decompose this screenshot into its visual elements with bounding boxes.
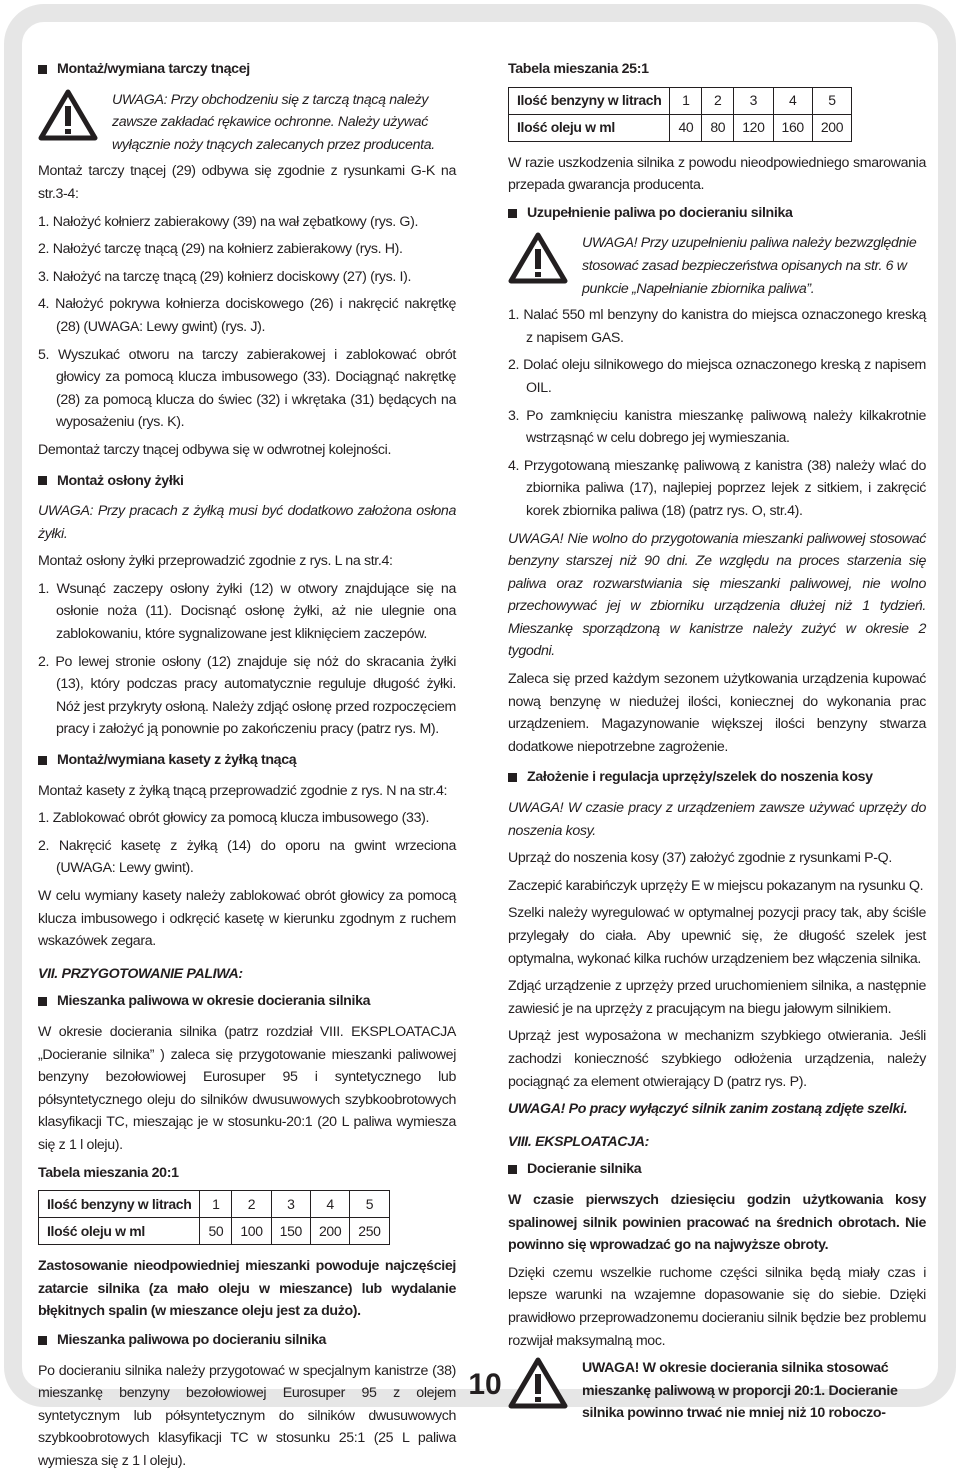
paragraph: Montaż osłony żyłki przeprowadzić zgodnie z rys. L na str.4:	[38, 553, 393, 570]
table-cell: 200	[812, 114, 851, 141]
paragraph: Zastosowanie nieodpowiedniej mieszanki powoduje najczęściej zatarcie silnika (za mało oleju w mieszance) lub wydalanie błękitnych spalin (w mieszance oleju jest za dużo).	[38, 1258, 456, 1320]
warning-triangle-icon	[38, 89, 98, 141]
table-cell: 3	[271, 1191, 310, 1218]
table-cell: Ilość oleju w ml	[39, 1218, 200, 1245]
list-item: 2. Dolać oleju silnikowego do miejsca oznaczonego kreską z napisem OIL.	[508, 357, 926, 396]
warning-text: UWAGA! Po pracy wyłączyć silnik zanim zostaną zdjęte szelki.	[508, 1101, 908, 1118]
mix-table-20-1	[38, 1190, 390, 1245]
table-cell: 120	[734, 114, 773, 141]
paragraph: W okresie docierania silnika (patrz rozdział VIII. EKSPLOATACJA „Docieranie silnika” ) zaleca się przygotowanie mieszanki paliwowej benzyny bezołowiowej Eurosuper 95 i syntetycznego lub półsyntetycznego oleju do silników dwusuwowych szybkoobrotowych klasyfikacji TC, mieszając je w stosunku-20:1 (20 L paliwa wymiesza się z 1 l oleju).	[38, 1023, 456, 1153]
warning-text: UWAGA! Przy uzupełnieniu paliwa należy bezwzględnie stosować zasad bezpieczeństwa opisanych na str. 6 w punkcie „Napełnianie zbiornika paliwa”.	[582, 235, 917, 297]
table-cell: 2	[232, 1191, 271, 1218]
paragraph: Dzięki czemu wszelkie ruchome części silnika będą miały czas i lepsze warunki na wzajemne dopasowanie się do siebie. Dzięki prawidłowo przeprowadzonemu docieraniu silnik będzie bez problemu rozwijał maksymalną moc.	[508, 1264, 926, 1349]
table-cell: 40	[670, 114, 702, 141]
table-cell: Ilość benzyny w litrach	[39, 1191, 200, 1218]
section-heading: Mieszanka paliwowa w okresie docierania silnika	[38, 990, 456, 1013]
section-heading: Montaż osłony żyłki	[38, 470, 456, 493]
chapter-title: VII. PRZYGOTOWANIE PALIWA:	[38, 965, 243, 982]
paragraph: Demontaż tarczy tnącej odbywa się w odwrotnej kolejności.	[38, 441, 392, 458]
section-heading: Docieranie silnika	[508, 1158, 926, 1181]
section-heading: Mieszanka paliwowa po docieraniu silnika	[38, 1329, 456, 1352]
paragraph: W czasie pierwszych dziesięciu godzin użytkowania kosy spalinowej silnik powinien pracować na średnich obrotach. Nie powinno się wprowadzać go na najwyższe obroty.	[508, 1191, 926, 1254]
table-cell: 50	[200, 1218, 232, 1245]
list-item: 3. Nałożyć na tarczę tnącą (29) kołnierz dociskowy (27) (rys. I).	[38, 268, 412, 285]
warning-triangle-icon	[508, 1357, 568, 1409]
mix-table-25-1	[508, 87, 852, 142]
paragraph: Montaż tarczy tnącej (29) odbywa się zgodnie z rysunkami G-K na str.3-4:	[38, 163, 456, 202]
left-column	[38, 58, 456, 1477]
paragraph: Zaczepić karabińczyk uprzęży E w miejscu pokazanym na rysunku Q.	[508, 877, 924, 894]
table-cell: 150	[271, 1218, 310, 1245]
warning-text: UWAGA: Przy pracach z żyłką musi być dodatkowo założona osłona żyłki.	[38, 503, 456, 542]
paragraph: Po docieraniu silnika należy przygotować w specjalnym kanistrze (38) mieszankę benzyny bezołowiowej Eurosuper 95 z olejem syntetycznym lub półsyntetycznym do silników dwusuwowych szybkoobrotowych klasyfikacji TC w stosunku 25:1 (25 L paliwa wymiesza się z 1 l oleju).	[38, 1362, 456, 1469]
paragraph: Zdjąć urządzenie z uprzęży przed uruchomieniem silnika, a następnie zawiesić je na uprzęży z pracującym na biegu jałowym silnikiem.	[508, 978, 926, 1017]
section-heading: Założenie i regulacja uprzęży/szelek do noszenia kosy	[508, 766, 926, 789]
table-cell: 3	[734, 87, 773, 114]
list-item: 2. Po lewej stronie osłony (12) znajduje się nóż do skracania żyłki (13), który podczas pracy automatycznie reguluje długość żyłki. Nóż jest przykryty osłoną. Należy zdjąć osłonę przed rozpoczęciem pracy i założyć ją ponownie po zakończeniu pracy (patrz rys. M).	[38, 653, 456, 738]
table-title: Tabela mieszania 20:1	[38, 1164, 179, 1181]
warning-block	[508, 232, 926, 300]
list-item: 1. Nalać 550 ml benzyny do kanistra do miejsca oznaczonego kreską z napisem GAS.	[508, 307, 926, 346]
list-item: 4. Nałożyć pokrywa kołnierza dociskowego (26) i nakręcić nakrętkę (28) (UWAGA: Lewy gwint) (rys. J).	[38, 296, 456, 335]
table-cell: 160	[773, 114, 812, 141]
table-cell: 250	[350, 1218, 389, 1245]
warning-block	[38, 89, 456, 157]
list-item: 1. Zablokować obrót głowicy za pomocą klucza imbusowego (33).	[38, 810, 430, 827]
table-cell: Ilość benzyny w litrach	[509, 87, 670, 114]
table-row	[39, 1218, 390, 1245]
page-number: 10	[468, 1368, 502, 1401]
warning-triangle-icon	[508, 232, 568, 284]
table-title: Tabela mieszania 25:1	[508, 61, 649, 77]
table-row	[509, 87, 852, 114]
warning-text: UWAGA! W czasie pracy z urządzeniem zawsze używać uprzęży do noszenia kosy.	[508, 800, 926, 839]
list-item: 1. Wsunąć zaczepy osłony żyłki (12) w otwory znajdujące się na osłonie noża (11). Docisnąć osłonę żyłki, aż nie ulegnie ona zablokowaniu, które sygnalizowane jest kliknięciem zaczepów.	[38, 580, 456, 643]
right-column	[508, 58, 926, 1429]
table-cell: 1	[200, 1191, 232, 1218]
paragraph: W razie uszkodzenia silnika z powodu nieodpowiedniego smarowania przepada gwarancja producenta.	[508, 154, 926, 194]
chapter-title: VIII. EKSPLOATACJA:	[508, 1133, 650, 1150]
list-item: 2. Nałożyć tarczę tnącą (29) na kołnierz zabierakowy (rys. H).	[38, 241, 403, 258]
section-heading: Montaż/wymiana kasety z żyłką tnącą	[38, 749, 456, 772]
table-cell: 2	[702, 87, 734, 114]
table-row	[39, 1191, 390, 1218]
section-heading: Uzupełnienie paliwa po docieraniu silnika	[508, 202, 926, 225]
list-item: 3. Po zamknięciu kanistra mieszankę paliwową należy kilkakrotnie wstrząsnąć w celu dobrego jej wymieszania.	[508, 407, 926, 447]
section-heading: Montaż/wymiana tarczy tnącej	[38, 58, 456, 81]
table-cell: 80	[702, 114, 734, 141]
table-cell: 4	[773, 87, 812, 114]
paragraph: Uprząż do noszenia kosy (37) założyć zgodnie z rysunkami P-Q.	[508, 850, 892, 867]
warning-text: UWAGA! W okresie docierania silnika stosować mieszankę paliwową w proporcji 20:1. Docieranie silnika powinno trwać nie mniej niż 10 roboczo-	[582, 1360, 898, 1422]
table-cell: 5	[350, 1191, 389, 1218]
warning-text: UWAGA: Przy obchodzeniu się z tarczą tnącą należy zawsze zakładać rękawice ochronne. Należy używać wyłącznie noży tnących zalecanych przez producenta.	[112, 91, 435, 153]
warning-block	[508, 1357, 926, 1425]
list-item: 1. Nałożyć kołnierz zabierakowy (39) na wał zębatkowy (rys. G).	[38, 213, 419, 230]
paragraph: W celu wymiany kasety należy zablokować obrót głowicy za pomocą klucza imbusowego i odkręcić kasetę w kierunku zgodnym z ruchem wskazówek zegara.	[38, 888, 456, 950]
paragraph: Uprząż jest wyposażona w mechanizm szybkiego otwierania. Jeśli zachodzi konieczność szybkiego odłożenia urządzenia, należy pociągnąć za element otwierający D (patrz rys. P).	[508, 1028, 926, 1090]
table-cell: 1	[670, 87, 702, 114]
table-cell: Ilość oleju w ml	[509, 114, 670, 141]
table-cell: 4	[310, 1191, 349, 1218]
paragraph: Zaleca się przed każdym sezonem użytkowania urządzenia kupować nową benzynę w niedużej ilości, koniecznej do wykonania prac urządzeniem. Magazynowanie większej ilości benzyny stwarza dodatkowe niepotrzebne zagrożenie.	[508, 671, 926, 755]
table-cell: 200	[310, 1218, 349, 1245]
table-cell: 5	[812, 87, 851, 114]
table-cell: 100	[232, 1218, 271, 1245]
warning-text: UWAGA! Nie wolno do przygotowania mieszanki paliwowej stosować benzyny starszej niż 90 dni. Ze względu na proces starzenia się paliwa oraz rozwarstwiania się mieszanki paliwowej, nie wolno przechowywać jej w zbiorniku urządzenia dłużej niż 1 tydzień. Mieszankę sporządzoną w kanistrze należy zużyć w okresie 2 tygodni.	[508, 530, 926, 660]
list-item: 4. Przygotowaną mieszankę paliwową z kanistra (38) należy wlać do zbiornika paliwa (17), najlepiej poprzez lejek z sitkiem, i zakręcić korek zbiornika paliwa (18) (patrz rys. O, str.4).	[508, 457, 926, 519]
list-item: 2. Nakręcić kasetę z żyłką (14) do oporu na gwint wrzeciona (UWAGA: Lewy gwint).	[38, 837, 456, 877]
table-row	[509, 114, 852, 141]
list-item: 5. Wyszukać otworu na tarczy zabierakowej i zablokować obrót głowicy za pomocą klucza imbusowego (33). Dociągnąć nakrętkę (28) za pomocą klucza do świec (32) i wkrętaka (31) będących na wyposażeniu (rys. K).	[38, 346, 456, 431]
paragraph: Szelki należy wyregulować w optymalnej pozycji pracy tak, aby ściśle przylegały do ciała. Aby upewnić się, że długość szelek jest optymalna, wykonać kilka ruchów urządzeniem bez włączenia silnika.	[508, 905, 926, 967]
paragraph: Montaż kasety z żyłką tnącą przeprowadzić zgodnie z rys. N na str.4:	[38, 782, 448, 799]
